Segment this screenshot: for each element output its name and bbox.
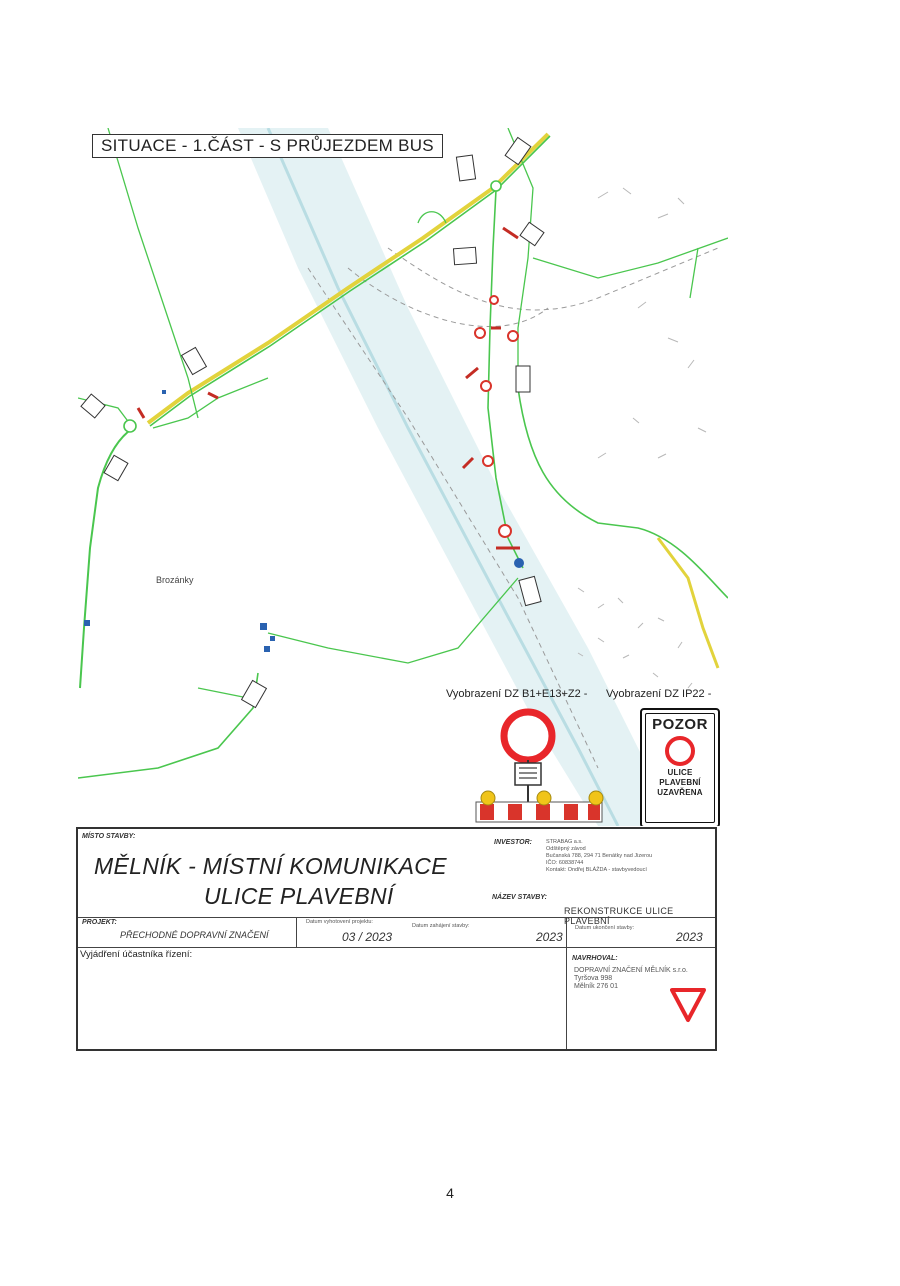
no-entry-icon: [665, 736, 695, 766]
designer-line: Mělník 276 01: [574, 983, 618, 990]
road-southwest: [78, 673, 258, 778]
project-label: PROJEKT:: [82, 919, 117, 926]
dz-ip22-inner: [645, 713, 715, 823]
road-spur: [690, 248, 698, 298]
investor-line: IČO: 60838744: [546, 860, 584, 866]
site-label: MÍSTO STAVBY:: [82, 833, 136, 840]
designer-label: NAVRHOVAL:: [572, 955, 618, 962]
dz-ip22-sign: [640, 708, 720, 826]
place-label: Brozánky: [156, 575, 194, 585]
dz-b1-e13-z2: [468, 708, 608, 823]
project-name: PŘECHODNÉ DOPRAVNÍ ZNAČENÍ: [120, 930, 269, 940]
road-branch: [153, 378, 268, 428]
situation-map: [78, 128, 728, 826]
road-northeast: [533, 238, 728, 278]
map-title: SITUACE - 1.ČÁST - S PRŮJEZDEM BUS: [92, 134, 443, 158]
divider-v3: [566, 947, 567, 1049]
blue-signs: [84, 390, 275, 652]
roundabout-north: [491, 181, 501, 191]
divider-2: [78, 947, 715, 948]
ip22-line-3: UZAVŘENA: [657, 788, 703, 797]
river: [238, 128, 678, 826]
start-label: Datum zahájení stavby:: [412, 923, 470, 929]
page-number: 4: [446, 1185, 454, 1201]
road-north-left: [108, 128, 198, 418]
investor-line: STRABAG a.s.: [546, 839, 583, 845]
construction-name: REKONSTRUKCE ULICE PLAVEBNÍ: [564, 906, 674, 926]
end-value: 2023: [676, 930, 703, 944]
date-value: 03 / 2023: [342, 930, 393, 944]
loop: [418, 212, 446, 223]
supplement-text: [519, 767, 537, 779]
divider-v2: [566, 917, 567, 947]
end-label: Datum ukončení stavby:: [575, 925, 635, 931]
roundabout-west: [124, 420, 136, 432]
caption-dz-b1: Vyobrazení DZ B1+E13+Z2 -: [446, 688, 588, 700]
date-label: Datum vyhotovení projektu:: [306, 919, 373, 925]
no-entry-sign: [504, 712, 552, 760]
mandatory-direction-sign: [514, 558, 524, 568]
title-line-2: ULICE PLAVEBNÍ: [204, 883, 394, 909]
construction-label: NÁZEV STAVBY:: [492, 894, 547, 901]
investor-details: [546, 839, 716, 874]
caption-dz-ip22: Vyobrazení DZ IP22 -: [606, 688, 712, 700]
divider-v1: [296, 917, 297, 947]
barrier-z2: [476, 802, 602, 822]
investor-line: Odštěpný závod: [546, 846, 586, 852]
ip22-heading: POZOR: [652, 716, 708, 733]
start-value: 2023: [536, 930, 563, 944]
investor-line: Bučanská 788, 294 71 Benátky nad Jizerou: [546, 853, 653, 859]
ip22-line-2: PLAVEBNÍ: [659, 778, 701, 787]
investor-label: INVESTOR:: [494, 839, 532, 846]
road-small: [198, 688, 248, 698]
title-line-1: MĚLNÍK - MÍSTNÍ KOMUNIKACE: [94, 853, 447, 879]
urban-area: [578, 188, 706, 688]
road-east: [518, 388, 728, 598]
title-block: [76, 827, 717, 1051]
designer-line: DOPRAVNÍ ZNAČENÍ MĚLNÍK s.r.o.: [574, 967, 688, 974]
investor-line: Kontakt: Ondřej BLÁŽDA - stavbyvedoucí: [546, 867, 647, 873]
yield-logo-icon: [670, 987, 706, 1023]
divider-1: [78, 917, 715, 918]
opinion-label: Vyjádření účastníka řízení:: [80, 949, 193, 960]
ip22-line-1: ULICE: [667, 768, 693, 777]
path-dashed-1: [388, 248, 718, 310]
map-drawing: [78, 128, 728, 826]
designer-line: Tyršova 998: [574, 975, 613, 982]
